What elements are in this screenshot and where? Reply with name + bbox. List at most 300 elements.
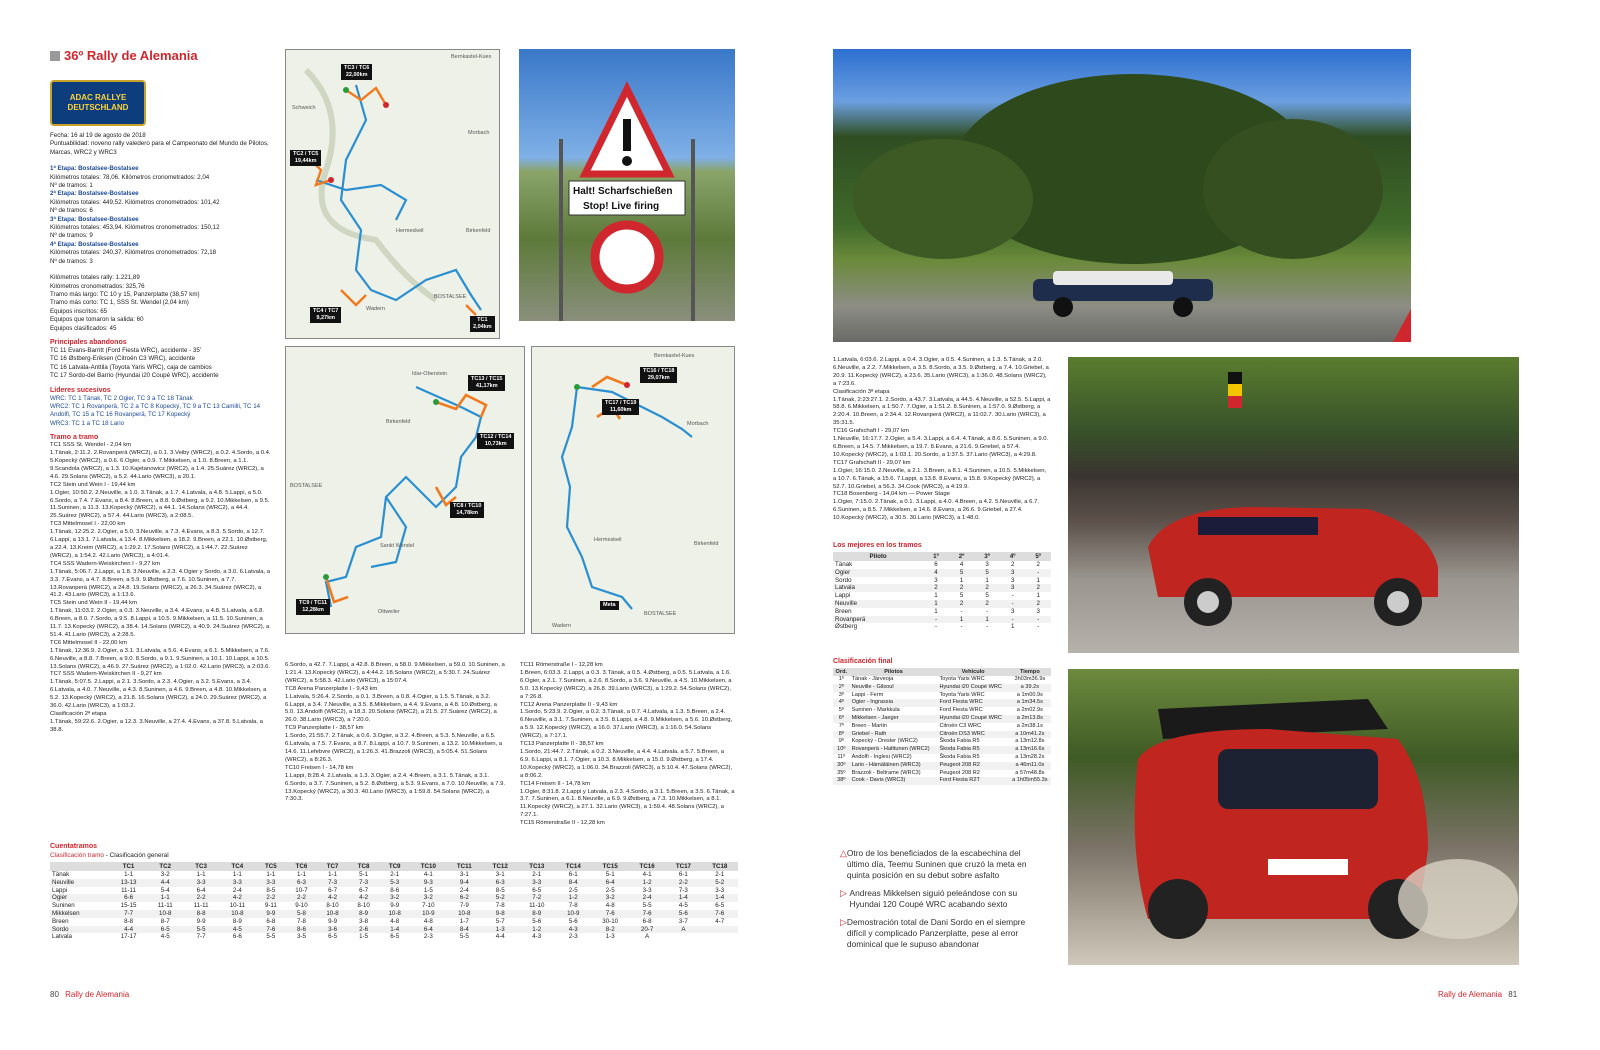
cuentatramos-cell: 3-2 bbox=[423, 894, 433, 902]
cuentatramos-cell: 11-11 bbox=[193, 902, 209, 910]
final-cell: a 1m34.5s bbox=[1016, 699, 1043, 706]
final-cell: Ford Fiesta WRC bbox=[939, 707, 983, 714]
cuentatramos-cell: 7-2 bbox=[532, 894, 542, 902]
final-row bbox=[833, 676, 1051, 684]
route-map-2 bbox=[285, 346, 525, 634]
cuentatramos-cell: 1-1 bbox=[124, 871, 134, 878]
cuentatramos-cell: 5-5 bbox=[196, 925, 206, 933]
final-cell: a 2m13.8s bbox=[1016, 714, 1043, 721]
cuentatramos-header-cell: TC17 bbox=[665, 862, 701, 871]
mejores-cell: - bbox=[1037, 623, 1040, 631]
cuentatramos-cell: 8-9 bbox=[532, 909, 542, 917]
mejores-cell: - bbox=[986, 607, 989, 615]
cuentatramos-header-cell: TC5 bbox=[256, 862, 286, 871]
cuentatramos-cell: 5-8 bbox=[297, 909, 306, 917]
cuentatramos-header-cell: TC8 bbox=[348, 862, 379, 871]
cuentatramos-cell: 5-2 bbox=[495, 894, 505, 902]
cuentatramos-cell: 8-10 bbox=[326, 902, 339, 910]
final-cell: a 57m48.8s bbox=[1015, 769, 1045, 776]
final-cell: Tänak - Järveoja bbox=[851, 676, 894, 682]
cuentatramos-cell: 9-8 bbox=[495, 909, 505, 917]
m2-label-4: Ottweiler bbox=[378, 609, 400, 615]
cuentatramos-cell: 4-7 bbox=[715, 917, 725, 925]
mejores-cell: 1 bbox=[1010, 623, 1015, 631]
m2-label-1: Birkenfeld bbox=[386, 419, 411, 425]
cuentatramos-cell: 4-5 bbox=[160, 933, 170, 941]
cuentatramos-cell: 10-9 bbox=[567, 909, 580, 917]
final-cell: 5º bbox=[838, 707, 844, 714]
final-row bbox=[833, 723, 1051, 731]
m1-label-6: BOSTALSEE bbox=[434, 294, 467, 300]
cuentatramos-body bbox=[50, 871, 738, 941]
final-row bbox=[833, 777, 1051, 785]
cuentatramos-cell: 9-9 bbox=[266, 909, 276, 917]
mejores-cell: - bbox=[1011, 599, 1014, 607]
m1-label-5: Wadern bbox=[366, 306, 386, 312]
cuentatramos-sub-1: Clasificación tramo bbox=[50, 852, 104, 859]
final-cell: 6º bbox=[838, 714, 844, 721]
mejores-cell: 3 bbox=[1010, 568, 1015, 576]
cuentatramos-row bbox=[50, 879, 738, 887]
cuentatramos-cell: 8-6 bbox=[390, 886, 400, 894]
cuentatramos-cell: 3-3 bbox=[266, 878, 276, 886]
cuentatramos-cell: 2-1 bbox=[715, 871, 725, 878]
cuentatramos-cell: 1-4 bbox=[390, 925, 400, 933]
cuentatramos-cell: Ogier bbox=[52, 894, 68, 902]
mejores-cell: 2 bbox=[985, 599, 989, 607]
mejores-cell: 2 bbox=[1036, 599, 1040, 607]
cuentatramos-cell: 3-1 bbox=[495, 871, 505, 878]
cuentatramos-header-cell: TC15 bbox=[591, 862, 629, 871]
cuentatramos-cell: 5-6 bbox=[568, 917, 578, 925]
mejores-row bbox=[833, 569, 1051, 577]
final-cell: a 13m12.8s bbox=[1015, 738, 1045, 745]
final-cell: Peugeot 208 R2 bbox=[939, 761, 980, 768]
cuentatramos-cell: 7-3 bbox=[328, 878, 338, 886]
cuentatramos-cell: 3-6 bbox=[328, 925, 338, 933]
final-cell: Toyota Yaris WRC bbox=[939, 691, 985, 698]
cuentatramos-cell: 6-6 bbox=[232, 933, 242, 941]
cuentatramos-row bbox=[50, 918, 738, 926]
cuentatramos-cell: 1-4 bbox=[715, 894, 725, 902]
cuentatramos-cell: 6-8 bbox=[266, 917, 276, 925]
cuentatramos-cell: 1-2 bbox=[642, 878, 652, 886]
m1-tag-2: TC4 / TC7 9,27km bbox=[310, 307, 341, 323]
route-map-3-svg bbox=[532, 347, 735, 634]
final-row bbox=[833, 715, 1051, 723]
cuentatramos-header-cell: TC2 bbox=[147, 862, 183, 871]
cuentatramos-cell bbox=[702, 933, 738, 941]
cuentatramos-cell: 7-3 bbox=[359, 878, 369, 886]
cuentatramos-cell: 6-5 bbox=[328, 933, 338, 941]
mejores-cell: 4 bbox=[934, 568, 938, 576]
cuentatramos-cell: 7-10 bbox=[422, 902, 435, 910]
cuentatramos-cell: 30-10 bbox=[602, 917, 619, 925]
citroen-dust-photo bbox=[1068, 669, 1519, 965]
route-map-1 bbox=[285, 49, 500, 339]
caption-3 bbox=[840, 917, 1045, 950]
cuentatramos-cell: 2-2 bbox=[678, 878, 688, 886]
cuentatramos-cell bbox=[665, 933, 701, 941]
cuentatramos-header-cell: TC4 bbox=[219, 862, 256, 871]
final-cell: 9º bbox=[838, 738, 844, 745]
hyundai-forest-photo bbox=[833, 49, 1411, 342]
cuentatramos-header-cell: TC10 bbox=[410, 862, 446, 871]
m1-label-3: Hermeskeil bbox=[396, 228, 424, 234]
cuentatramos-cell: 8-4 bbox=[459, 925, 469, 933]
mejores-cell: - bbox=[934, 623, 938, 631]
sign-svg bbox=[519, 49, 735, 321]
cuentatramos-cell: 9-11 bbox=[264, 902, 277, 910]
cuentatramos-cell: 5-6 bbox=[532, 917, 542, 925]
final-cell: Škoda Fabia R5 bbox=[939, 753, 980, 760]
cuentatramos-cell: 5-1 bbox=[359, 871, 369, 878]
cuentatramos-cell: 6-5 bbox=[160, 925, 170, 933]
mejores-cell: 2 bbox=[1036, 561, 1040, 568]
cuentatramos-cell: 4-8 bbox=[390, 917, 400, 925]
cuentatramos-cell: 2-3 bbox=[568, 933, 578, 941]
cuentatramos-row bbox=[50, 910, 738, 918]
m3-tag-1: TC17 / TC19 11,60km bbox=[602, 399, 639, 415]
final-cell: Cook - Davis (WRC3) bbox=[851, 777, 906, 784]
cuentatramos-cell: 5-5 bbox=[266, 933, 276, 941]
final-header-row bbox=[833, 668, 1051, 676]
mejores-row bbox=[833, 584, 1051, 592]
cuentatramos-cell: 2-1 bbox=[390, 871, 400, 878]
rally-totals: Kilómetros totales rally: 1.221,89 Kilómetros cronometrados: 325,76 Tramo más largo: TC 10 y 15, Panzerplatte (38,57 km) Tramo más corto: TC 1, SSS St. Wendel (2,04 km) Equipos inscritos: 65 Equipos que tomaron la salida: 60 Equipos clasificados: 45 bbox=[50, 274, 200, 332]
m2-label-2: BOSTALSEE bbox=[290, 483, 323, 489]
cuentatramos-cell: 5-5 bbox=[459, 933, 469, 941]
cuentatramos-cell: 10-11 bbox=[229, 902, 246, 910]
cuentatramos-cell: 1-3 bbox=[495, 925, 505, 933]
final-header-cell: Ord. bbox=[833, 668, 850, 676]
mejores-cell: 5 bbox=[985, 568, 989, 576]
cuentatramos-row bbox=[50, 933, 738, 941]
stage-4-text: Kilómetros totales: 240,37. Kilómetros cronometrados: 72,18 Nº de tramos: 3 bbox=[50, 249, 217, 265]
cuentatramos-cell: 15-15 bbox=[120, 902, 137, 910]
cuentatramos-cell: 8-5 bbox=[266, 886, 276, 894]
warning-sign-photo bbox=[519, 49, 735, 321]
final-cell: a 1h05m55.3s bbox=[1012, 777, 1048, 784]
final-cell: a 10m41.2s bbox=[1015, 730, 1045, 737]
cuentatramos-cell: 4-1 bbox=[642, 871, 652, 878]
final-cell: Ford Fiesta R2T bbox=[939, 777, 980, 784]
cuentatramos-cell: 4-2 bbox=[359, 894, 369, 902]
mejores-cell: 1 bbox=[1036, 576, 1040, 584]
cuentatramos-cell: 5-6 bbox=[678, 909, 688, 917]
cuentatramos-cell: 5-2 bbox=[715, 878, 725, 886]
cuentatramos-cell: 2-2 bbox=[266, 894, 276, 902]
cuentatramos-cell: 1-2 bbox=[568, 894, 578, 902]
cuentatramos-header-cell: TC3 bbox=[183, 862, 219, 871]
route-map-1-svg bbox=[286, 50, 500, 339]
cuentatramos-header-row bbox=[50, 862, 738, 871]
final-cell: 4º bbox=[838, 699, 844, 706]
final-cell: Neuville - Gilsoul bbox=[851, 683, 894, 690]
cuentatramos-cell: 1-4 bbox=[678, 894, 688, 902]
cuentatramos-cell: 9-4 bbox=[459, 878, 469, 886]
page-title: 36º Rally de Alemania bbox=[64, 48, 198, 63]
mejores-cell: - bbox=[986, 623, 989, 631]
m2-tag-1: TC12 / TC14 10,73km bbox=[477, 433, 514, 449]
final-cell: a 13m16.6s bbox=[1015, 746, 1045, 753]
m2-tag-3: TC9 / TC11 12,28km bbox=[296, 599, 330, 615]
cuentatramos-cell: 1-1 bbox=[297, 871, 306, 878]
cuentatramos-cell: 3-3 bbox=[642, 886, 652, 894]
stage-2-text: Kilómetros totales: 449,52. Kilómetros cronometrados: 101,42 Nº de tramos: 6 bbox=[50, 198, 220, 215]
cuentatramos-cell: 4-8 bbox=[423, 917, 433, 925]
sign-line-1: Halt! Scharfschießen bbox=[573, 186, 673, 197]
cuentatramos-cell: 2-1 bbox=[532, 871, 542, 878]
mejores-cell: - bbox=[1011, 615, 1014, 623]
caption-1-arrow-icon: △ bbox=[840, 848, 847, 858]
mejores-block bbox=[833, 541, 1051, 631]
footer-right bbox=[1438, 990, 1517, 999]
cuentatramos-cell: 7-7 bbox=[196, 933, 206, 941]
mejores-cell: - bbox=[1011, 592, 1014, 600]
m2-label-0: Idar-Oberstein bbox=[412, 371, 448, 377]
mejores-body bbox=[833, 561, 1051, 631]
footer-left-page: 80 bbox=[50, 990, 59, 999]
cuentatramos-cell: 6-4 bbox=[605, 878, 615, 886]
mejores-title: Los mejores en los tramos bbox=[833, 542, 922, 549]
event-logo-text: ADAC RALLYE DEUTSCHLAND bbox=[67, 93, 129, 112]
cuentatramos-cell: 8-10 bbox=[357, 902, 370, 910]
mejores-cell: 3 bbox=[1010, 607, 1015, 615]
cuentatramos-cell: 5-1 bbox=[605, 871, 615, 878]
cuentatramos-cell: 8-7 bbox=[160, 917, 170, 925]
cuentatramos-cell: 3-2 bbox=[160, 871, 170, 878]
cuentatramos-cell: 6-6 bbox=[124, 894, 134, 902]
stage-1-text: Kilómetros totales: 78,06. Kilómetros cronometrados: 2,04 Nº de tramos: 1 bbox=[50, 173, 210, 190]
cuentatramos-cell: 9-10 bbox=[295, 902, 308, 910]
mejores-cell: 3 bbox=[1010, 584, 1015, 592]
caption-2-arrow-icon: ▷ bbox=[840, 888, 847, 898]
cuentatramos-header-cell: TC6 bbox=[286, 862, 317, 871]
final-row bbox=[833, 762, 1051, 770]
mejores-header-cell: 1º bbox=[923, 552, 949, 561]
cuentatramos-cell: 2-3 bbox=[423, 933, 433, 941]
cuentatramos-cell: 7-7 bbox=[124, 909, 134, 917]
mejores-header-cell: 4º bbox=[1000, 552, 1026, 561]
cuentatramos-cell: 10-9 bbox=[422, 909, 435, 917]
caption-2-text: Andreas Mikkelsen siguió peleándose con su Hyundai 120 Coupé WRC acabando sexto bbox=[849, 888, 1018, 909]
cuentatramos-cell: Breen bbox=[52, 917, 69, 925]
final-cell: a 1m00.9s bbox=[1016, 691, 1043, 698]
final-row bbox=[833, 746, 1051, 754]
tramo-col-2: 6.Sordo, a 42.7. 7.Lappi, a 42.8. 8.Breen, a 58.0. 9.Mikkelsen, a 59.0. 10.Suninen, a 1:21.4. 13.Kopecký (WRC2), a 4:44.2. 18.Solans (WRC2), a 5:30.7. 24.Suárez (WRC2), a 5:58.3. 42.Lario (WRC3), a 15:07.4. TC8 Arena Panzerplatte I - 9,43 km 1.Latvala, 5:26.4. 2.Sordo, a 0.1. 3.Breen, a 0.8. 4.Ogier, a 1.5. 5.Tänak, a 3.2. 6.Lappi, a 3.4. 7.Neuville, a 3.5. 8.Mikkelsen, a 4.4. 9.Evans, a 4.8. 10.Østberg, a 5.0. 13.Andolfi (WRC2), a 18.3. 20.Solans (WRC2), a 21.5. 27.Suárez (WRC2), a 26.0. 38.Lario (WRC3), a 7:20.0. TC9 Panzerplatte I - 38,57 km 1.Sordo, 21:55.7. 2.Tänak, a 0.6. 3.Ogier, a 3.2. 4.Breen, a 5.3. 5.Neuville, a 6.5. 6.Latvala, a 7.5. 7.Evans, a 8.7. 8.Lappi, a 10.7. 9.Suninen, a 13.2. 10.Mikkelsen, a 14.6. 11.Lefebvre (WRC2), a 1:26.3. 41.Brazzoli (WRC3), a 5:05.4. 51.Solans (WRC2), a 8:26.3. TC10 Freisen I - 14,78 km 1.Lappi, 8:28.4. 2.Latvala, a 1.3. 3.Ogier, a 2.4. 4.Breen, a 3.1. 5.Tänak, a 3.1. 6.Sordo, a 3.7. 7.Suninen, a 5.2. 8.Østberg, a 5.3. 9.Evans, a 7.0. 10.Neuville, a 7.9. 13.Kopecký (WRC2), a 30.3. 40.Lario (WRC3), a 1:59.8. 54.Solans (WRC2), a 7:30.3. bbox=[285, 662, 506, 803]
cuentatramos-cell: 1-2 bbox=[532, 925, 542, 933]
mejores-cell: 3 bbox=[985, 561, 989, 568]
mejores-cell: - bbox=[1037, 568, 1040, 576]
mejores-table bbox=[833, 552, 1051, 631]
hyundai-svg bbox=[833, 49, 1411, 342]
cuentatramos-table bbox=[50, 862, 738, 941]
event-logo bbox=[50, 80, 146, 126]
final-row bbox=[833, 684, 1051, 692]
mejores-cell: 2 bbox=[934, 584, 938, 592]
cuentatramos-cell: 3-2 bbox=[605, 894, 615, 902]
final-cell: a 2m02.9s bbox=[1016, 707, 1043, 714]
final-cell: Hyundai i20 Coupé WRC bbox=[939, 683, 1002, 690]
cuentatramos-cell: 9-9 bbox=[390, 902, 400, 910]
cuentatramos-header-cell: TC1 bbox=[110, 862, 148, 871]
mejores-row bbox=[833, 616, 1051, 624]
mejores-cell: 2 bbox=[959, 599, 964, 607]
cuentatramos-cell: 1-1 bbox=[266, 871, 276, 878]
final-cell: 30º bbox=[837, 761, 846, 768]
cuentatramos-cell: 4-5 bbox=[678, 902, 688, 910]
m1-label-0: Bernkastel-Kues bbox=[451, 54, 492, 60]
m3-label-2: Hermeskeil bbox=[594, 537, 622, 543]
cuentatramos-row bbox=[50, 902, 738, 910]
stage-3-text: Kilómetros totales: 453,94. Kilómetros cronometrados: 150,12 Nº de tramos: 9 bbox=[50, 224, 220, 240]
cuentatramos-cell: 1-3 bbox=[605, 933, 615, 941]
mejores-cell: - bbox=[934, 615, 938, 623]
cuentatramos-header-cell: TC13 bbox=[518, 862, 555, 871]
mejores-cell: Rovanperä bbox=[835, 615, 866, 623]
m1-tag-1: TC2 / TC5 19,44km bbox=[290, 150, 321, 166]
cuentatramos-cell: Sordo bbox=[52, 925, 69, 933]
cuentatramos-cell: 3-1 bbox=[459, 871, 469, 878]
mejores-cell: 5 bbox=[959, 568, 964, 576]
final-cell: Toyota Yaris WRC bbox=[939, 676, 985, 682]
stage-3-title: 3ª Etapa: Bostalsee-Bostalsee bbox=[50, 215, 139, 223]
stage-1-title: 1ª Etapa: Bostalsee-Bostalsee bbox=[50, 165, 139, 173]
final-cell: 2º bbox=[838, 683, 844, 690]
leaders-title: Líderes sucesivos bbox=[50, 386, 111, 394]
m1-label-2: Morbach bbox=[468, 130, 490, 136]
final-cell: Griebel - Rath bbox=[851, 730, 887, 737]
final-row bbox=[833, 738, 1051, 746]
final-cell: Andolfi - Inglesi (WRC2) bbox=[851, 753, 912, 760]
mejores-header-cell: 2º bbox=[949, 552, 975, 561]
cuentatramos-cell: Tänak bbox=[52, 871, 70, 878]
final-cell: 35º bbox=[837, 769, 846, 776]
cuentatramos-cell: 8-2 bbox=[605, 925, 615, 933]
cuentatramos-cell: 8-9 bbox=[232, 917, 242, 925]
citroen-dust-svg bbox=[1068, 669, 1519, 965]
final-cell: Kopecký - Dresler (WRC2) bbox=[851, 738, 918, 745]
mejores-row bbox=[833, 592, 1051, 600]
final-cell: Hyundai i20 Coupé WRC bbox=[939, 714, 1002, 721]
m3-tag-2: Meta bbox=[600, 601, 619, 610]
tramo-col-4: 1.Latvala, 6:03.6. 2.Lappi, a 0.4. 3.Ogier, a 0.5. 4.Suninen, a 1.3. 5.Tänak, a 2.0. 6.Neuville, a 2.2. 7.Mikkelsen, a 3.5. 8.Sordo, a 3.5. 9.Østberg, a 7.4. 10.Griebel, a 20.9. 11.Kopecký (WRC2), a 23.6. 35.Lario (WRC3), a 1:36.0. 48.Solans (WRC2), a 7:23.6. Clasificación 3ª etapa 1.Tänak, 2:23:27.1. 2.Sordo, a 43.7. 3.Latvala, a 44.5. 4.Neuville, a 52.5. 5.Lappi, a 58.8. 6.Mikkelsen, a 1:50.7. 7.Ogier, a 1:51.2. 8.Suninen, a 1:57.0. 9.Østberg, a 2:20.4. 10.Breen, a 2:34.4. 12.Rovanperä (WRC2), a 11:02.7. 30.Lario (WRC3), a 35:31.5. TC16 Grafschaft I - 29,07 km 1.Neuville, 16:17.7. 2.Ogier, a 5.4. 3.Lappi, a 6.4. 4.Tänak, a 8.6. 5.Suninen, a 9.0. 6.Breen, a 14.5. 7.Mikkelsen, a 19.7. 8.Evans, a 21.6. 9.Griebel, a 57.4. 10.Kopecký (WRC2), a 1:03.1. 20.Sordo, a 1:37.5. 37.Lario (WRC3), a 4:29.8. TC17 Grafschaft II - 29,07 km 1.Ogier, 16:15.0. 2.Neuville, a 2.1. 3.Breen, a 8.1. 4.Suninen, a 10.5. 5.Mikkelsen, a 10.7. 6.Tänak, a 15.6. 7.Lappi, a 13.8. 8.Evans, a 15.8. 9.Kopecký (WRC2), a 52.7. 10.Griebel, a 56.3. 34.Cook (WRC3), a 4:19.9. TC18 Bosenberg - 14,04 km — Power Stage 1.Ogier, 7:15.0. 2.Tänak, a 0.1. 3.Lappi, a 4.0. 4.Breen, a 4.2. 5.Neuville, a 6.7. 6.Suninen, a 8.5. 7.Mikkelsen, a 14.6. 8.Evans, a 26.6. 9.Griebel, a 27.4. 10.Kopecký (WRC2), a 30.5. 30.Lario (WRC3), a 1:48.0. bbox=[833, 357, 1051, 522]
mejores-cell: - bbox=[1037, 615, 1040, 623]
cuentatramos-cell: 2-6 bbox=[359, 925, 369, 933]
cuentatramos-cell: 2-2 bbox=[297, 894, 306, 902]
cuentatramos-cell: 4-4 bbox=[124, 925, 134, 933]
abandons-title: Principales abandonos bbox=[50, 338, 127, 346]
cuentatramos-cell: 10-8 bbox=[388, 909, 401, 917]
mejores-cell: 1 bbox=[985, 615, 989, 623]
cuentatramos-cell: 6-4 bbox=[196, 886, 206, 894]
mejores-cell: 1 bbox=[959, 576, 964, 584]
final-cell: Citroën C3 WRC bbox=[939, 722, 982, 729]
final-cell: a 46m11.0s bbox=[1015, 761, 1045, 768]
cuentatramos-cell: 3-8 bbox=[359, 917, 369, 925]
cuentatramos-cell: 4-2 bbox=[232, 894, 242, 902]
final-cell: 3h03m36.9s bbox=[1014, 676, 1046, 682]
mejores-cell: 3 bbox=[934, 576, 938, 584]
final-cell: 1º bbox=[838, 676, 844, 682]
cuentatramos-cell: Latvala bbox=[52, 933, 72, 941]
mejores-cell: Breen bbox=[835, 607, 852, 615]
final-row bbox=[833, 770, 1051, 778]
cuentatramos-cell: 3-3 bbox=[196, 878, 206, 886]
m1-label-4: Birkenfeld bbox=[466, 228, 491, 234]
final-cell: Citroën DS3 WRC bbox=[939, 730, 985, 737]
cuentatramos-cell: 11-10 bbox=[529, 902, 545, 910]
mejores-cell: 1 bbox=[985, 576, 989, 584]
m3-label-0: Bernkastel-Kues bbox=[654, 353, 695, 359]
cuentatramos-cell: 1-1 bbox=[232, 871, 242, 878]
final-cell: Škoda Fabia R5 bbox=[939, 746, 980, 753]
final-table bbox=[833, 668, 1051, 785]
cuentatramos-cell: 7-6 bbox=[266, 925, 276, 933]
cuentatramos-header-cell: TC7 bbox=[317, 862, 348, 871]
final-body bbox=[833, 676, 1051, 785]
title-marker bbox=[50, 51, 60, 61]
cuentatramos-cell: 6-7 bbox=[359, 886, 369, 894]
cuentatramos-cell: 1-7 bbox=[459, 917, 469, 925]
cuentatramos-cell: 11-11 bbox=[121, 886, 136, 894]
cuentatramos-cell: 1-1 bbox=[160, 894, 170, 902]
mejores-cell: 4 bbox=[959, 561, 964, 568]
cuentatramos-cell: 7-9 bbox=[459, 902, 469, 910]
cuentatramos-cell: 3-3 bbox=[532, 878, 542, 886]
mejores-cell: 2 bbox=[1036, 584, 1040, 592]
cuentatramos-cell: 4-3 bbox=[532, 933, 542, 941]
cuentatramos-cell: 6-1 bbox=[568, 871, 578, 878]
final-cell: Škoda Fabia R5 bbox=[939, 738, 980, 745]
cuentatramos-cell: 6-5 bbox=[715, 902, 725, 910]
mejores-row bbox=[833, 561, 1051, 569]
cuentatramos-header-cell: TC16 bbox=[629, 862, 665, 871]
final-cell: 10º bbox=[837, 746, 846, 753]
cuentatramos-cell: 4-2 bbox=[328, 894, 338, 902]
final-row bbox=[833, 692, 1051, 700]
mejores-cell: 3 bbox=[1036, 607, 1040, 615]
m3-label-5: BOSTALSEE bbox=[644, 611, 677, 617]
cuentatramos-cell: 7-6 bbox=[642, 909, 652, 917]
cuentatramos-cell: 2-4 bbox=[459, 886, 469, 894]
cuentatramos-cell: 20-7 bbox=[640, 925, 654, 933]
cuentatramos-cell: 11-11 bbox=[157, 902, 173, 910]
cuentatramos-header-cell: TC11 bbox=[446, 862, 482, 871]
sign-line-2: Stop! Live firing bbox=[583, 201, 660, 212]
mejores-cell: Tänak bbox=[835, 561, 853, 568]
cuentatramos-cell: 3-7 bbox=[678, 917, 688, 925]
mejores-row bbox=[833, 623, 1051, 631]
m3-tag-0: TC16 / TC18 29,07km bbox=[640, 367, 677, 383]
m1-tag-3: TC1 2,04km bbox=[470, 316, 495, 332]
m1-tag-0: TC3 / TC6 22,00km bbox=[341, 64, 372, 80]
final-header-cell: Tiempo bbox=[1009, 668, 1051, 676]
final-cell: 38º bbox=[837, 777, 846, 784]
cuentatramos-sub-2: - Clasificación general bbox=[103, 852, 169, 859]
captions bbox=[840, 848, 1045, 950]
abandons-text: TC 11 Evans-Barritt (Ford Fiesta WRC), accidente - 35' TC 16 Østberg-Eriksen (Citroën C3 WRC), accidente TC 16 Latvala-Anttila (Toyota Yaris WRC), caja de cambios TC 17 Sordo-del Barrio (Hyundai i20 Coupé WRC), accidente bbox=[50, 346, 219, 380]
cuentatramos-cell: A bbox=[681, 925, 686, 933]
final-cell: 7º bbox=[838, 722, 844, 729]
tramo-title: Tramo a tramo bbox=[50, 434, 99, 442]
mejores-cell: 2 bbox=[959, 584, 964, 592]
cuentatramos-cell: 5-7 bbox=[495, 917, 505, 925]
mejores-cell: 1 bbox=[934, 599, 938, 607]
cuentatramos-row bbox=[50, 926, 738, 934]
cuentatramos-cell: 9-3 bbox=[423, 878, 433, 886]
